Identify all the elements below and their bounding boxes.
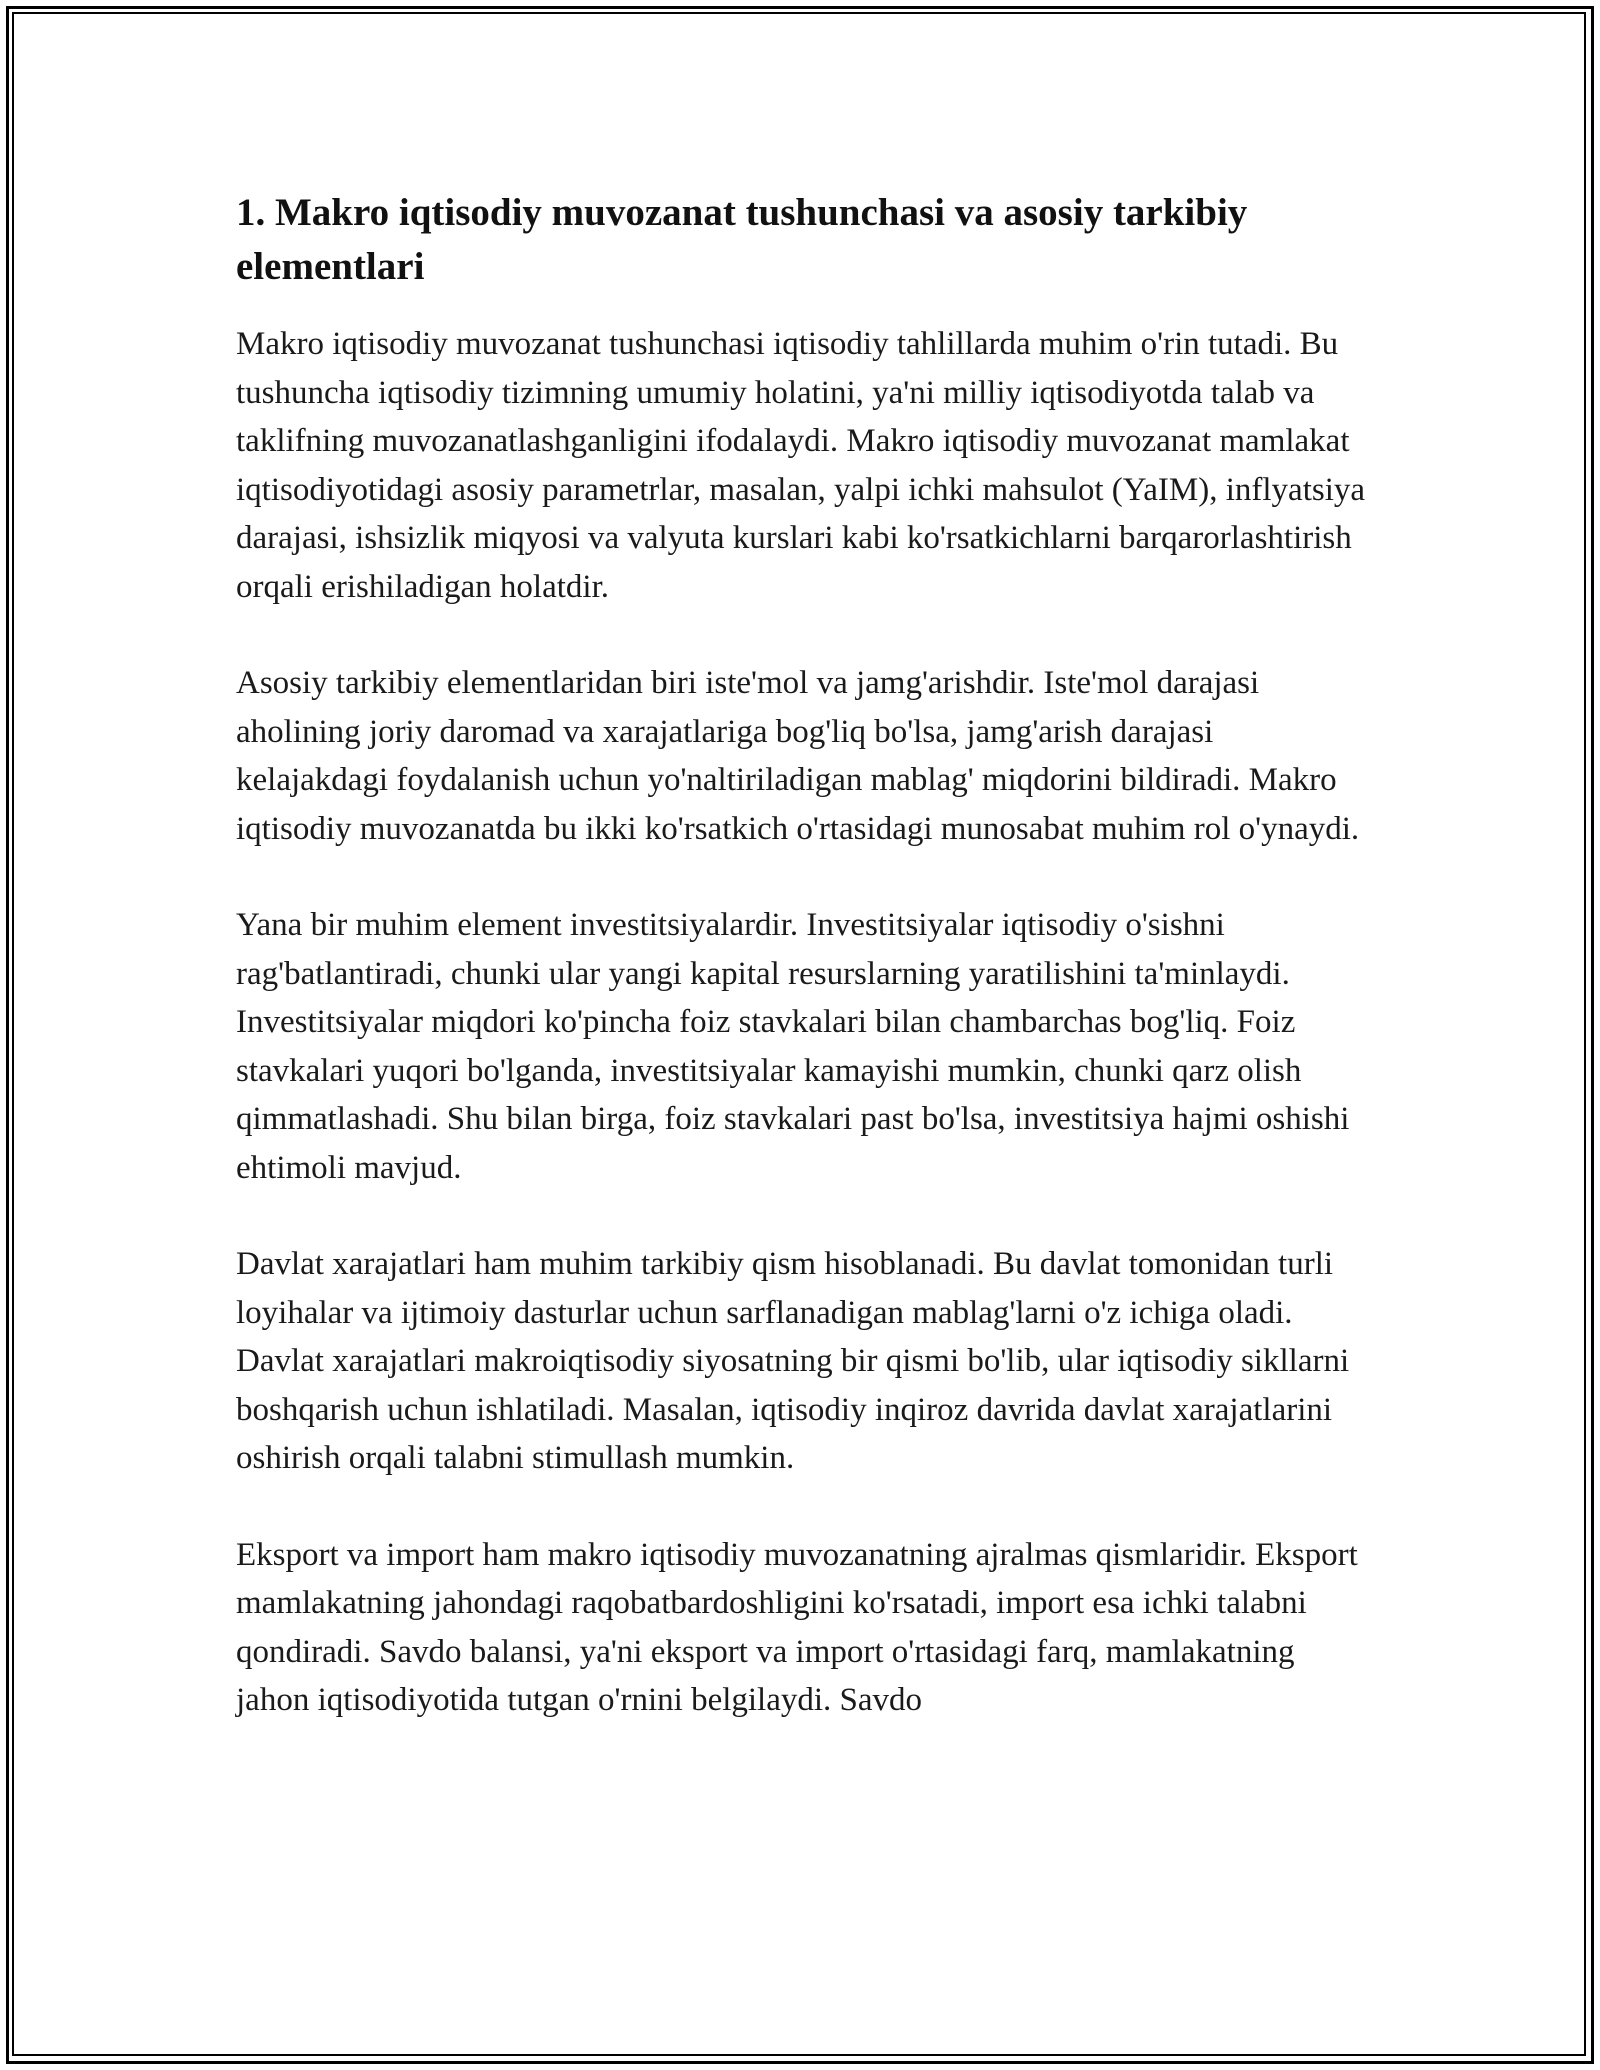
section-heading: 1. Makro iqtisodiy muvozanat tushunchasi va asosiy tarkibiy elementlari <box>236 191 1248 288</box>
paragraph-investments: Yana bir muhim element investitsiyalardir. Investitsiyalar iqtisodiy o'sishni rag'batlantiradi, chunki ular yangi kapital resurslarning yaratilishini ta'minlaydi. Investitsiyalar miqdori ko'pincha foiz stavkalari bilan chambarchas bog'liq. Foiz stavkalari yuqori bo'lganda, investitsiyalar kamayishi mumkin, chunki qarz olish qimmatlashadi. Shu bilan birga, foiz stavkalari past bo'lsa, investitsiya hajmi oshishi ehtimoli mavjud. <box>236 907 1350 1186</box>
paragraph-macro-equilibrium-definition: Makro iqtisodiy muvozanat tushunchasi iqtisodiy tahlillarda muhim o'rin tutadi. Bu tushuncha iqtisodiy tizimning umumiy holatini, ya'ni milliy iqtisodiyotda talab va taklifning muvozanatlashganligini ifodalaydi. Makro iqtisodiy muvozanat mamlakat iqtisodiyotidagi asosiy parametrlar, masalan, yalpi ichki mahsulot (YaIM), inflyatsiya darajasi, ishsizlik miqyosi va valyuta kurslari kabi ko'rsatkichlarni barqarorlashtirish orqali erishiladigan holatdir. <box>236 326 1366 605</box>
paragraph-export-import: Eksport va import ham makro iqtisodiy muvozanatning ajralmas qismlaridir. Eksport mamlakatning jahondagi raqobatbardoshligini ko'rsatadi, import esa ichki talabni qondiradi. Savdo balansi, ya'ni eksport va import o'rtasidagi farq, mamlakatning jahon iqtisodiyotida tutgan o'rnini belgilaydi. Savdo <box>236 1536 1358 1718</box>
paragraph-government-spending: Davlat xarajatlari ham muhim tarkibiy qism hisoblanadi. Bu davlat tomonidan turli loyihalar va ijtimoiy dasturlar uchun sarflanadigan mablag'larni o'z ichiga oladi. Davlat xarajatlari makroiqtisodiy siyosatning bir qismi bo'lib, ular iqtisodiy sikllarni boshqarish uchun ishlatiladi. Masalan, iqtisodiy inqiroz davrida davlat xarajatlarini oshirish orqali talabni stimullash mumkin. <box>236 1246 1350 1476</box>
paragraph-consumption-savings: Asosiy tarkibiy elementlaridan biri iste'mol va jamg'arishdir. Iste'mol darajasi aholining joriy daromad va xarajatlariga bog'liq bo'lsa, jamg'arish darajasi kelajakdagi foydalanish uchun yo'naltiriladigan mablag' miqdorini bildiradi. Makro iqtisodiy muvozanatda bu ikki ko'rsatkich o'rtasidagi munosabat muhim rol o'ynaydi. <box>236 665 1360 847</box>
document-body <box>236 186 1366 1773</box>
